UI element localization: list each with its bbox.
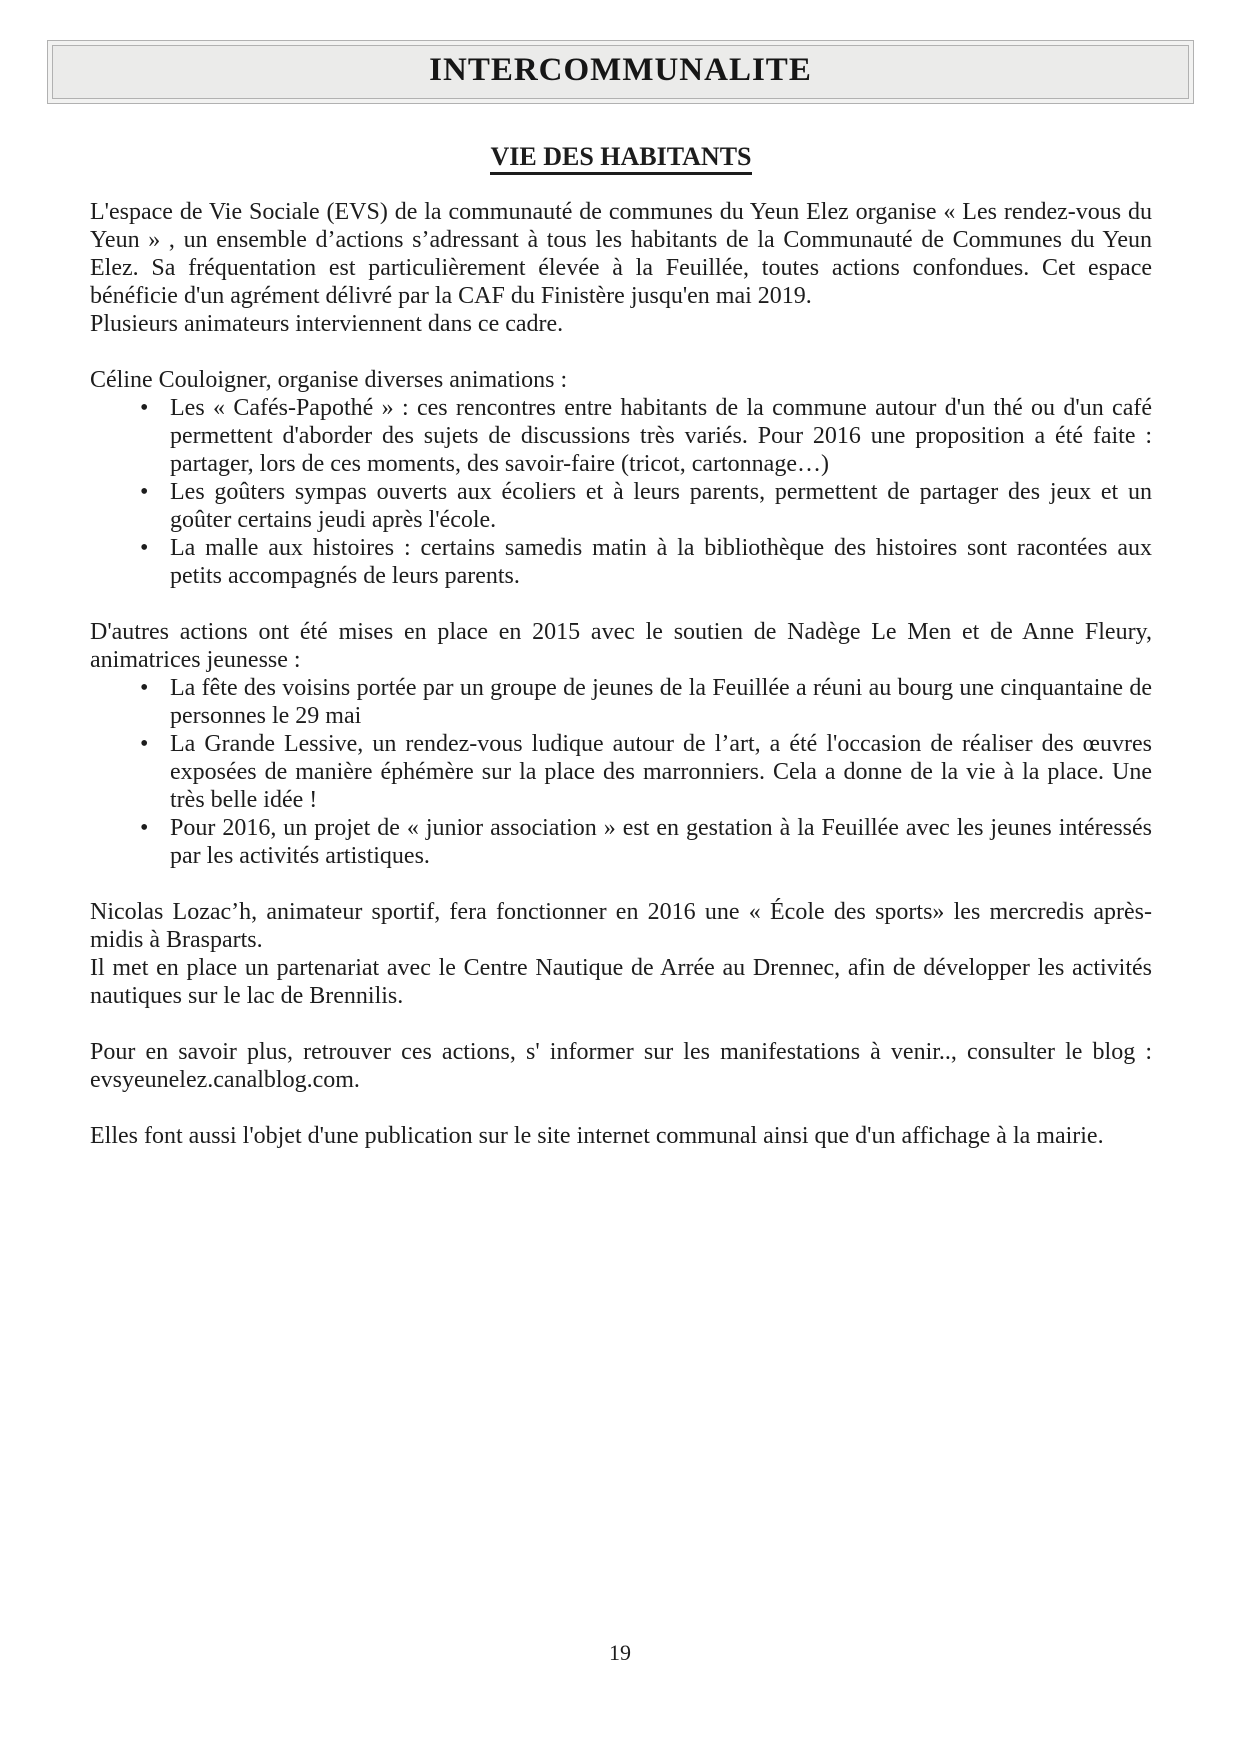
paragraph-actions-2015-intro: D'autres actions ont été mises en place en 2015 avec le soutien de Nadège Le Men et de Anne Fleury, animatrices jeunesse : [90, 619, 1152, 673]
actions-2015-list [90, 674, 1152, 870]
list-item: • La fête des voisins portée par un groupe de jeunes de la Feuillée a réuni au bourg une cinquantaine de personnes le 29 mai [170, 674, 1152, 730]
paragraph-ecole-des-sports: Nicolas Lozac’h, animateur sportif, fera fonctionner en 2016 une « École des sports» les mercredis après-midis à Brasparts. [90, 899, 1152, 953]
intercommunalite-banner-inner [52, 45, 1189, 99]
paragraph-celine-intro: Céline Couloigner, organise diverses animations : [90, 367, 568, 393]
paragraph-animateurs: Plusieurs animateurs interviennent dans ce cadre. [90, 311, 564, 337]
page-number: 19 [609, 1640, 631, 1665]
list-item: • La malle aux histoires : certains samedis matin à la bibliothèque des histoires sont racontées aux petits accompagnés de leurs parents. [170, 534, 1152, 590]
page-title: INTERCOMMUNALITE [429, 52, 812, 88]
list-item: • Les goûters sympas ouverts aux écoliers et à leurs parents, permettent de partager des jeux et un goûter certains jeudi après l'école. [170, 478, 1152, 534]
celine-activities-list [90, 394, 1152, 590]
section-title-text: VIE DES HABITANTS [490, 142, 751, 175]
section-title [90, 142, 1152, 172]
paragraph-blog: Pour en savoir plus, retrouver ces actions, s' informer sur les manifestations à venir.., consulter le blog : evsyeunelez.canalblog.com. [90, 1039, 1152, 1093]
list-item: • La Grande Lessive, un rendez-vous ludique autour de l’art, a été l'occasion de réaliser des œuvres exposées de manière éphémère sur la place des marronniers. Cela a donne de la vie à la place. Une très belle idée ! [170, 730, 1152, 814]
list-item: • Pour 2016, un projet de « junior association » est en gestation à la Feuillée avec les jeunes intéressés par les activités artistiques. [170, 814, 1152, 870]
paragraph-evs-intro: L'espace de Vie Sociale (EVS) de la communauté de communes du Yeun Elez organise « Les rendez-vous du Yeun » , un ensemble d’actions s’adressant à tous les habitants de la Communauté de Communes du Yeun Elez. Sa fréquentation est particulièrement élevée à la Feuillée, toutes actions confondues. Cet espace bénéficie d'un agrément délivré par la CAF du Finistère jusqu'en mai 2019. [90, 199, 1152, 309]
list-item: • Les « Cafés-Papothé » : ces rencontres entre habitants de la commune autour d'un thé ou d'un café permettent d'aborder des sujets de discussions très variés. Pour 2016 une proposition a été faite : partager, lors de ces moments, des savoir-faire (tricot, cartonnage…) [170, 394, 1152, 478]
intercommunalite-banner [47, 40, 1194, 104]
paragraph-publication: Elles font aussi l'objet d'une publication sur le site internet communal ainsi que d'un affichage à la mairie. [90, 1123, 1104, 1149]
content-column [90, 142, 1152, 1150]
paragraph-nautique: Il met en place un partenariat avec le Centre Nautique de Arrée au Drennec, afin de développer les activités nautiques sur le lac de Brennilis. [90, 955, 1152, 1009]
